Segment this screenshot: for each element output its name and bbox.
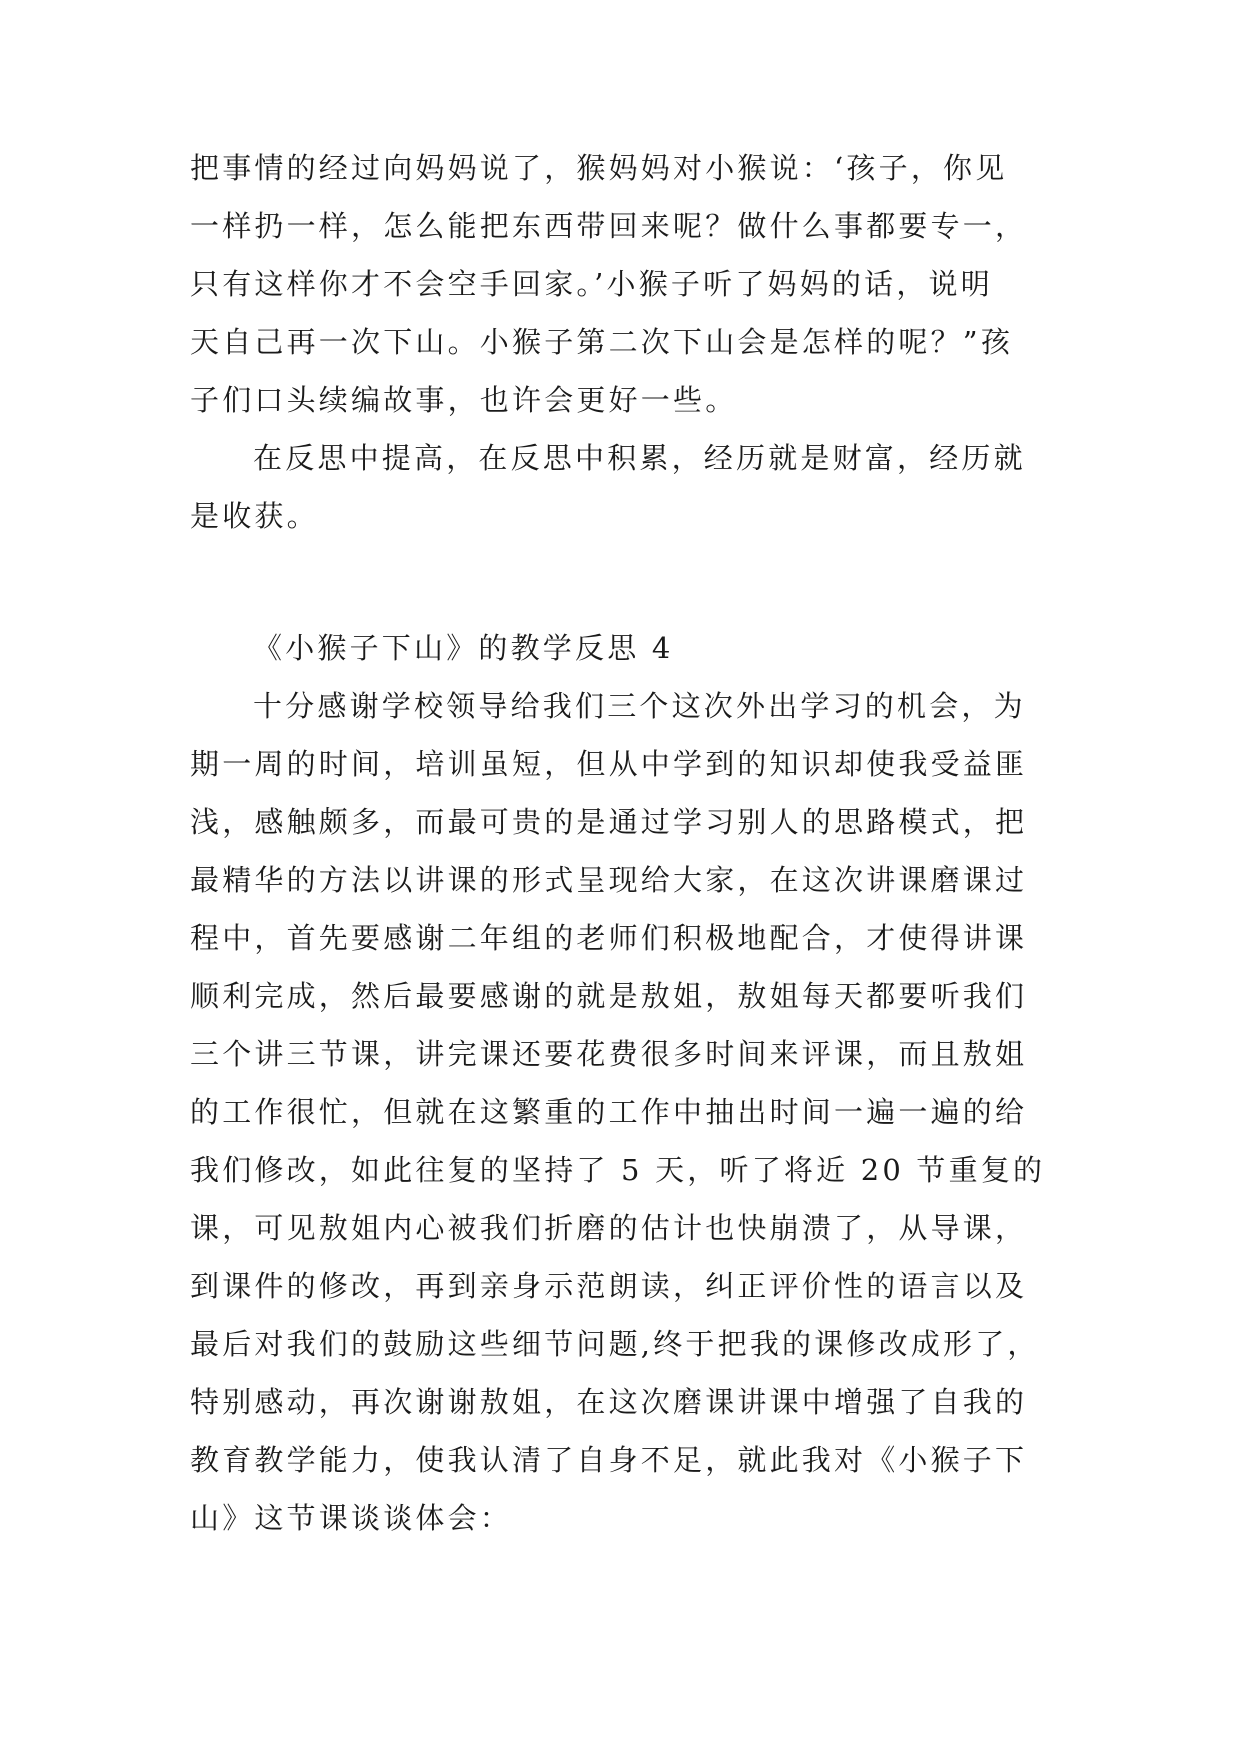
paragraph-line: 教育教学能力，使我认清了自身不足，就此我对《小猴子下 (190, 1443, 1028, 1477)
paragraph-line: 浅，感触颇多，而最可贵的是通过学习别人的思路模式，把 (190, 805, 1028, 839)
paragraph-line: 三个讲三节课，讲完课还要花费很多时间来评课，而且敖姐 (190, 1037, 1028, 1071)
paragraph-line: 是收获。 (190, 499, 319, 533)
paragraph-line: 期一周的时间，培训虽短，但从中学到的知识却使我受益匪 (190, 747, 1028, 781)
paragraph-line: 天自己再一次下山。小猴子第二次下山会是怎样的呢？”孩 (190, 325, 1014, 359)
paragraph-line: 最精华的方法以讲课的形式呈现给大家，在这次讲课磨课过 (190, 863, 1028, 897)
paragraph-line: 到课件的修改，再到亲身示范朗读，纠正评价性的语言以及 (190, 1269, 1028, 1303)
paragraph-line: 子们口头续编故事，也许会更好一些。 (190, 383, 738, 417)
paragraph-line: 特别感动，再次谢谢敖姐，在这次磨课讲课中增强了自我的 (190, 1385, 1028, 1419)
paragraph-line: 只有这样你才不会空手回家。’小猴子听了妈妈的话，说明 (190, 267, 993, 301)
paragraph-line: 把事情的经过向妈妈说了，猴妈妈对小猴说：‘孩子，你见 (190, 151, 1008, 185)
section-title: 《小猴子下山》的教学反思 4 (253, 631, 674, 665)
paragraph-line: 一样扔一样，怎么能把东西带回来呢？做什么事都要专一， (190, 209, 1028, 243)
paragraph-line: 山》这节课谈谈体会： (190, 1501, 513, 1535)
paragraph-line: 顺利完成，然后最要感谢的就是敖姐，敖姐每天都要听我们 (190, 979, 1028, 1013)
paragraph-line: 十分感谢学校领导给我们三个这次外出学习的机会，为 (253, 689, 1026, 723)
paragraph-line: 我们修改，如此往复的坚持了 5 天，听了将近 20 节重复的 (190, 1153, 1046, 1187)
paragraph-line: 在反思中提高，在反思中积累，经历就是财富，经历就 (253, 441, 1026, 475)
paragraph-line: 程中，首先要感谢二年组的老师们积极地配合，才使得讲课 (190, 921, 1028, 955)
paragraph-line: 的工作很忙，但就在这繁重的工作中抽出时间一遍一遍的给 (190, 1095, 1028, 1129)
paragraph-line: 课，可见敖姐内心被我们折磨的估计也快崩溃了，从导课， (190, 1211, 1028, 1245)
paragraph-line: 最后对我们的鼓励这些细节问题,终于把我的课修改成形了， (190, 1327, 1040, 1361)
